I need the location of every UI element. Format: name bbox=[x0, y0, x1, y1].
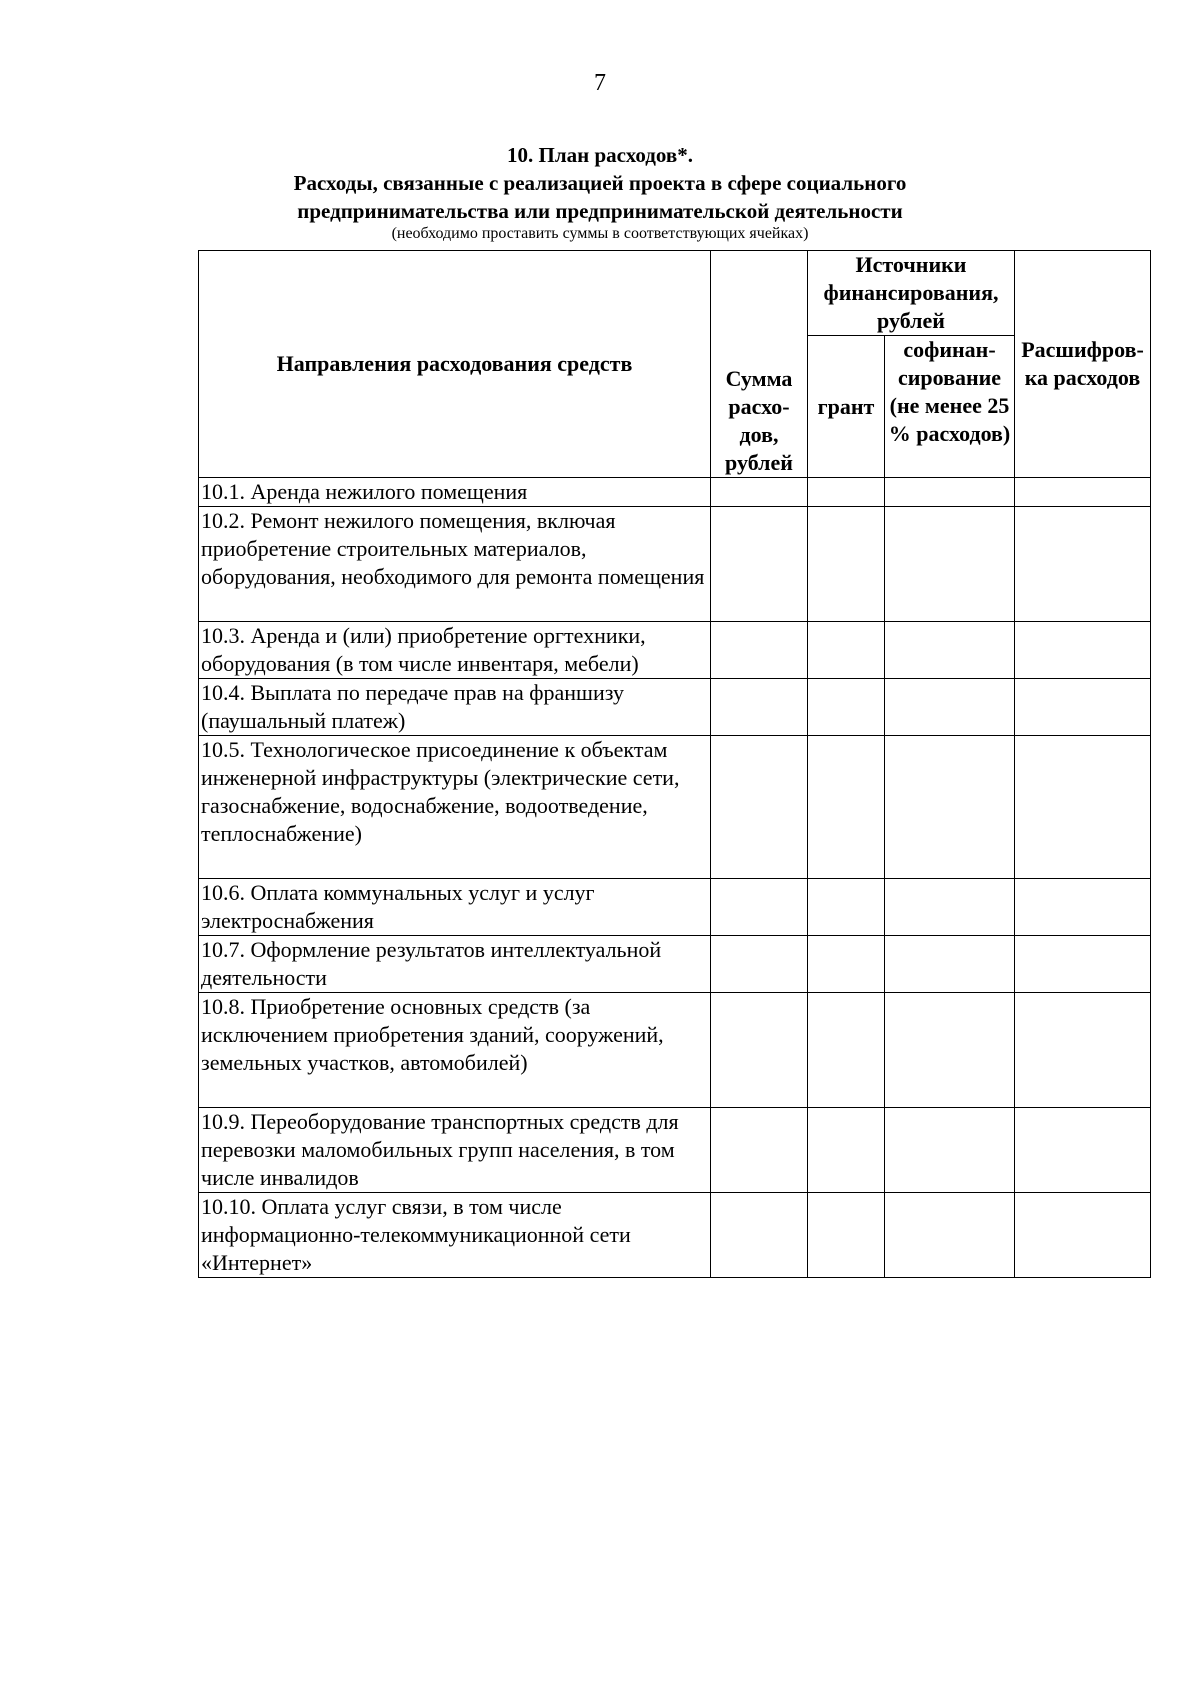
decoding-cell[interactable] bbox=[1015, 507, 1151, 622]
decoding-cell[interactable] bbox=[1015, 1108, 1151, 1193]
cofinancing-cell[interactable] bbox=[885, 736, 1015, 879]
grant-cell[interactable] bbox=[808, 879, 885, 936]
grant-cell[interactable] bbox=[808, 622, 885, 679]
expense-plan-table bbox=[198, 250, 1151, 1278]
sum-cell[interactable] bbox=[711, 736, 808, 879]
grant-cell[interactable] bbox=[808, 736, 885, 879]
grant-cell[interactable] bbox=[808, 1193, 885, 1278]
document-subtitle-line-1: Расходы, связанные с реализацией проекта в сфере социального bbox=[293, 171, 907, 195]
sum-cell[interactable] bbox=[711, 1193, 808, 1278]
expense-direction-cell: 10.5. Технологическое присоединение к объектам инженерной инфраструктуры (электрические сети, газоснабжение, водоснабжение, водоотведение, теплоснабжение) bbox=[199, 736, 711, 879]
header-cofinancing: софинан-сирование (не менее 25 % расходов) bbox=[885, 336, 1015, 478]
table-row bbox=[199, 993, 1151, 1108]
grant-cell[interactable] bbox=[808, 1108, 885, 1193]
decoding-cell[interactable] bbox=[1015, 736, 1151, 879]
cofinancing-cell[interactable] bbox=[885, 993, 1015, 1108]
header-funding-sources: Источники финансирования, рублей bbox=[808, 251, 1015, 336]
grant-cell[interactable] bbox=[808, 478, 885, 507]
decoding-cell[interactable] bbox=[1015, 478, 1151, 507]
cofinancing-cell[interactable] bbox=[885, 1108, 1015, 1193]
table-row bbox=[199, 736, 1151, 879]
cofinancing-cell[interactable] bbox=[885, 507, 1015, 622]
instruction-note: (необходимо проставить суммы в соответствующих ячейках) bbox=[391, 225, 809, 242]
table-row bbox=[199, 679, 1151, 736]
decoding-cell[interactable] bbox=[1015, 622, 1151, 679]
grant-cell[interactable] bbox=[808, 679, 885, 736]
table-row bbox=[199, 936, 1151, 993]
header-decoding: Расшифров-ка расходов bbox=[1015, 251, 1151, 478]
sum-cell[interactable] bbox=[711, 879, 808, 936]
grant-cell[interactable] bbox=[808, 993, 885, 1108]
expense-direction-cell: 10.4. Выплата по передаче прав на франшизу (паушальный платеж) bbox=[199, 679, 711, 736]
decoding-cell[interactable] bbox=[1015, 879, 1151, 936]
cofinancing-cell[interactable] bbox=[885, 879, 1015, 936]
sum-cell[interactable] bbox=[711, 507, 808, 622]
decoding-cell[interactable] bbox=[1015, 936, 1151, 993]
document-title: 10. План расходов*. bbox=[507, 143, 693, 167]
document-subtitle-line-2: предпринимательства или предпринимательской деятельности bbox=[297, 199, 903, 223]
header-grant: грант bbox=[808, 336, 885, 478]
sum-cell[interactable] bbox=[711, 622, 808, 679]
table-row bbox=[199, 1193, 1151, 1278]
header-direction: Направления расходования средств bbox=[199, 251, 711, 478]
table-row bbox=[199, 507, 1151, 622]
grant-cell[interactable] bbox=[808, 507, 885, 622]
expense-direction-cell: 10.6. Оплата коммунальных услуг и услуг электроснабжения bbox=[199, 879, 711, 936]
grant-cell[interactable] bbox=[808, 936, 885, 993]
table-row bbox=[199, 1108, 1151, 1193]
sum-cell[interactable] bbox=[711, 478, 808, 507]
header-sum: Сумма расхо-дов, рублей bbox=[711, 251, 808, 478]
expense-direction-cell: 10.8. Приобретение основных средств (за исключением приобретения зданий, сооружений, земельных участков, автомобилей) bbox=[199, 993, 711, 1108]
expense-direction-cell: 10.9. Переоборудование транспортных средств для перевозки маломобильных групп населения, в том числе инвалидов bbox=[199, 1108, 711, 1193]
cofinancing-cell[interactable] bbox=[885, 622, 1015, 679]
table-row bbox=[199, 478, 1151, 507]
expense-direction-cell: 10.2. Ремонт нежилого помещения, включая приобретение строительных материалов, оборудования, необходимого для ремонта помещения bbox=[199, 507, 711, 622]
expense-direction-cell: 10.3. Аренда и (или) приобретение оргтехники, оборудования (в том числе инвентаря, мебели) bbox=[199, 622, 711, 679]
decoding-cell[interactable] bbox=[1015, 679, 1151, 736]
decoding-cell[interactable] bbox=[1015, 1193, 1151, 1278]
decoding-cell[interactable] bbox=[1015, 993, 1151, 1108]
sum-cell[interactable] bbox=[711, 936, 808, 993]
expense-direction-cell: 10.7. Оформление результатов интеллектуальной деятельности bbox=[199, 936, 711, 993]
cofinancing-cell[interactable] bbox=[885, 478, 1015, 507]
table-row bbox=[199, 622, 1151, 679]
expense-direction-cell: 10.1. Аренда нежилого помещения bbox=[199, 478, 711, 507]
cofinancing-cell[interactable] bbox=[885, 1193, 1015, 1278]
sum-cell[interactable] bbox=[711, 993, 808, 1108]
page-number: 7 bbox=[594, 70, 606, 96]
table-row bbox=[199, 879, 1151, 936]
expense-direction-cell: 10.10. Оплата услуг связи, в том числе информационно-телекоммуникационной сети «Интернет» bbox=[199, 1193, 711, 1278]
cofinancing-cell[interactable] bbox=[885, 679, 1015, 736]
sum-cell[interactable] bbox=[711, 679, 808, 736]
cofinancing-cell[interactable] bbox=[885, 936, 1015, 993]
sum-cell[interactable] bbox=[711, 1108, 808, 1193]
